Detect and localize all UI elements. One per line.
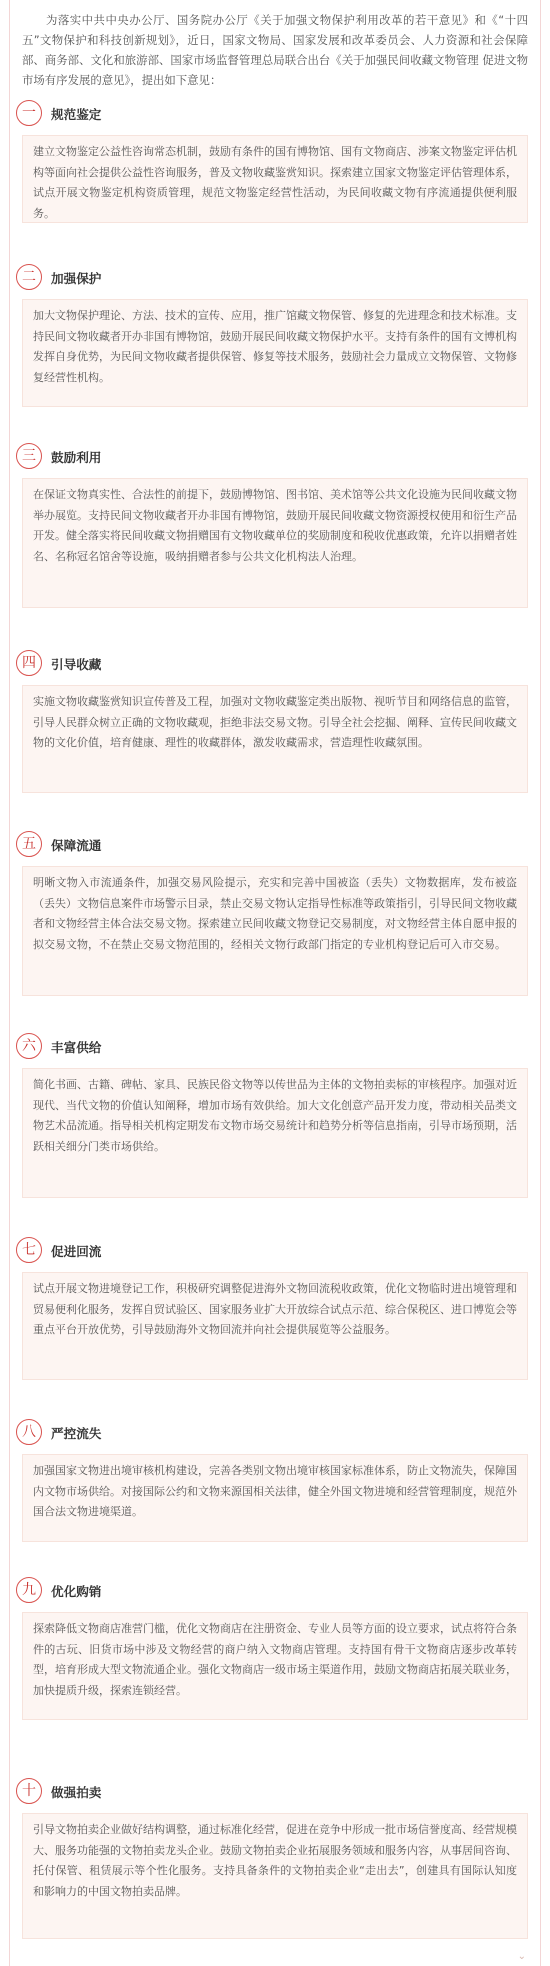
section-heading bbox=[16, 1577, 101, 1603]
scroll-end-mark-icon: ⌄ bbox=[517, 1951, 526, 1962]
section-number-badge: 四 bbox=[16, 650, 42, 676]
section-title: 引导收藏 bbox=[51, 656, 102, 672]
section-number-badge: 八 bbox=[16, 1419, 42, 1445]
section-heading bbox=[16, 650, 101, 676]
section-heading bbox=[16, 100, 101, 126]
section-heading bbox=[16, 1237, 101, 1263]
section-heading bbox=[16, 264, 101, 290]
section-heading bbox=[16, 443, 101, 469]
section-body: 在保证文物真实性、合法性的前提下，鼓励博物馆、图书馆、美术馆等公共文化设施为民间收藏文物举办展览。支持民间文物收藏者开办非国有博物馆，鼓励开展民间收藏文物资源授权使用和衍生产品开发。健全落实将民间收藏文物捐赠国有文物收藏单位的奖励制度和税收优惠政策，允许以捐赠者姓名、名称冠名馆舍等设施，吸纳捐赠者参与公共文化机构法人治理。 bbox=[22, 478, 528, 608]
section-body: 引导文物拍卖企业做好结构调整，通过标准化经营，促进在竞争中形成一批市场信誉度高、经营规模大、服务功能强的文物拍卖龙头企业。鼓励文物拍卖企业拓展服务领域和服务内容，从事居间咨询、托付保管、租赁展示等个性化服务。支持具备条件的文物拍卖企业“走出去”，创建具有国际认知度和影响力的中国文物拍卖品牌。 bbox=[22, 1813, 528, 1939]
section-heading bbox=[16, 831, 101, 857]
section-heading bbox=[16, 1778, 101, 1804]
section-body: 试点开展文物进境登记工作，积极研究调整促进海外文物回流税收政策，优化文物临时进出境管理和贸易便利化服务，发挥自贸试验区、国家服务业扩大开放综合试点示范、综合保税区、进口博览会等重点平台开放优势，引导鼓励海外文物回流并向社会提供展览等公益服务。 bbox=[22, 1272, 528, 1380]
section-title: 保障流通 bbox=[51, 837, 102, 853]
section-title: 做强拍卖 bbox=[51, 1784, 102, 1800]
section-body: 探索降低文物商店准营门槛，优化文物商店在注册资金、专业人员等方面的设立要求，试点将符合条件的古玩、旧货市场中涉及文物经营的商户纳入文物商店管理。支持国有骨干文物商店逐步改革转型，培育形成大型文物流通企业。强化文物商店一级市场主渠道作用，鼓励文物商店拓展关联业务，加快提质升级，探索连锁经营。 bbox=[22, 1612, 528, 1720]
section-number-badge: 五 bbox=[16, 831, 42, 857]
section-title: 规范鉴定 bbox=[51, 106, 102, 122]
section-number-badge: 九 bbox=[16, 1577, 42, 1603]
section-body: 实施文物收藏鉴赏知识宣传普及工程，加强对文物收藏鉴定类出版物、视听节目和网络信息的监管，引导人民群众树立正确的文物收藏观，拒绝非法交易文物。引导全社会挖掘、阐释、宣传民间收藏文物的文化价值，培育健康、理性的收藏群体，激发收藏需求，营造理性收藏氛围。 bbox=[22, 685, 528, 793]
section-title: 丰富供给 bbox=[51, 1039, 102, 1055]
section-body: 加强国家文物进出境审核机构建设，完善各类别文物出境审核国家标准体系，防止文物流失，保障国内文物市场供给。对接国际公约和文物来源国相关法律，健全外国文物进境和经营管理制度，规范外国合法文物进境渠道。 bbox=[22, 1454, 528, 1542]
section-title: 严控流失 bbox=[51, 1425, 102, 1441]
section-body: 简化书画、古籍、碑帖、家具、民族民俗文物等以传世品为主体的文物拍卖标的审核程序。加强对近现代、当代文物的价值认知阐释，增加市场有效供给。加大文化创意产品开发力度，带动相关品类文物艺术品流通。指导相关机构定期发布文物市场交易统计和趋势分析等信息指南，引导市场预期，活跃相关细分门类市场供给。 bbox=[22, 1068, 528, 1198]
section-heading bbox=[16, 1033, 101, 1059]
section-number-badge: 七 bbox=[16, 1237, 42, 1263]
section-title: 加强保护 bbox=[51, 270, 102, 286]
section-body: 明晰文物入市流通条件，加强交易风险提示，充实和完善中国被盗（丢失）文物数据库，发布被盗（丢失）文物信息案件市场警示目录，禁止交易文物认定指导性标准等政策指引，引导民间文物收藏者和文物经营主体合法交易文物。探索建立民间收藏文物登记交易制度，对文物经营主体自愿申报的拟交易文物，不在禁止交易文物范围的，经相关文物行政部门指定的专业机构登记后可入市交易。 bbox=[22, 866, 528, 996]
section-body: 加大文物保护理论、方法、技术的宣传、应用，推广馆藏文物保管、修复的先进理念和技术标准。支持民间文物收藏者开办非国有博物馆，鼓励开展民间收藏文物保护水平。支持有条件的国有文博机构发挥自身优势，为民间文物收藏者提供保管、修复等技术服务，鼓励社会力量成立文物保管、文物修复经营性机构。 bbox=[22, 299, 528, 407]
section-number-badge: 十 bbox=[16, 1778, 42, 1804]
section-title: 优化购销 bbox=[51, 1583, 102, 1599]
section-number-badge: 二 bbox=[16, 264, 42, 290]
article-page bbox=[9, 0, 541, 1966]
section-body: 建立文物鉴定公益性咨询常态机制，鼓励有条件的国有博物馆、国有文物商店、涉案文物鉴定评估机构等面向社会提供公益性咨询服务，普及文物收藏鉴赏知识。探索建立国家文物鉴定评估管理体系，试点开展文物鉴定机构资质管理，规范文物鉴定经营性活动，为民间收藏文物有序流通提供便利服务。 bbox=[22, 135, 528, 223]
section-number-badge: 六 bbox=[16, 1033, 42, 1059]
section-title: 促进回流 bbox=[51, 1243, 102, 1259]
intro-paragraph: 为落实中共中央办公厅、国务院办公厅《关于加强文物保护利用改革的若干意见》和《“十四五”文物保护和科技创新规划》，近日，国家文物局、国家发展和改革委员会、人力资源和社会保障部、商务部、文化和旅游部、国家市场监督管理总局联合出台《关于加强民间收藏文物管理 促进文物市场有序发展的意见》，提出如下意见： bbox=[22, 13, 528, 87]
section-heading bbox=[16, 1419, 101, 1445]
section-number-badge: 三 bbox=[16, 443, 42, 469]
section-number-badge: 一 bbox=[16, 100, 42, 126]
section-title: 鼓励利用 bbox=[51, 449, 102, 465]
